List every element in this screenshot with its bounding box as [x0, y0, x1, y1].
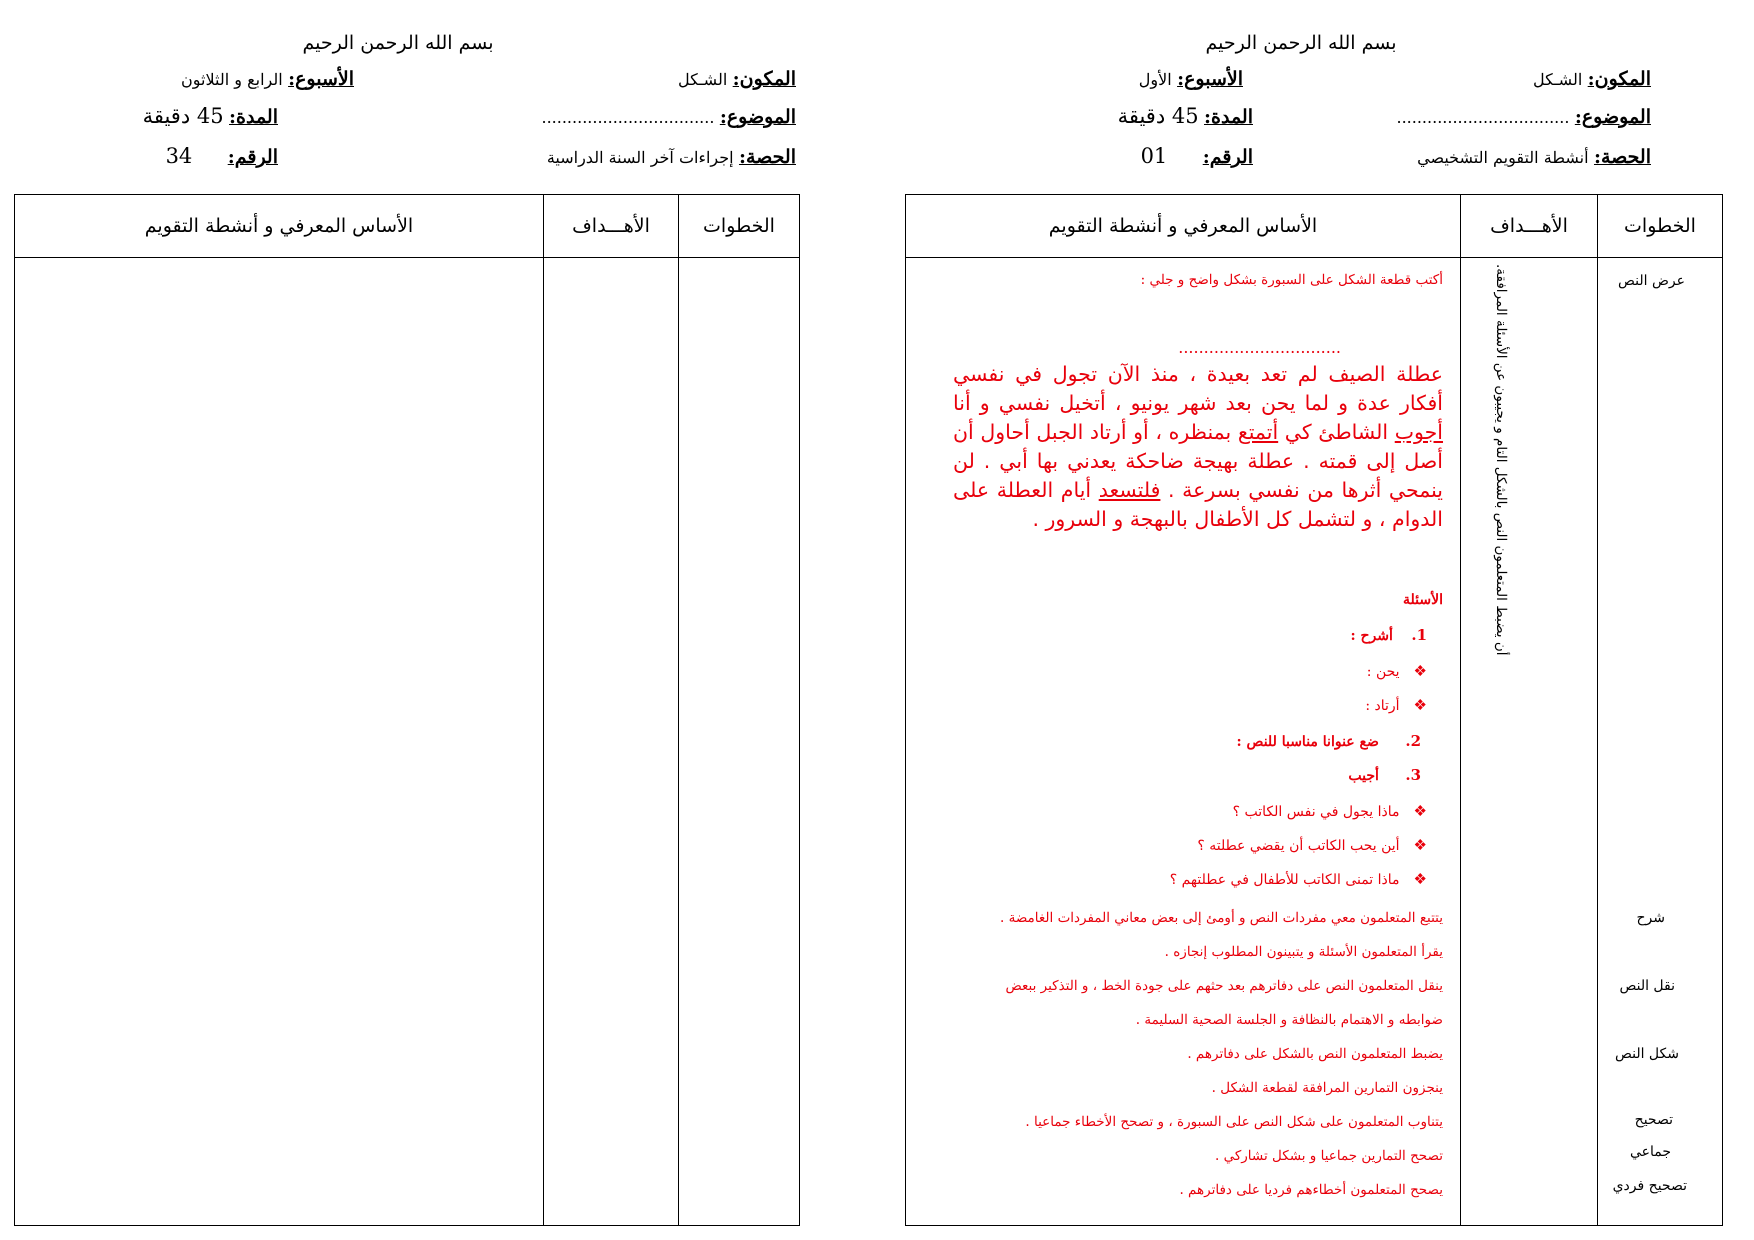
duration-value: 45 دقيقة — [142, 104, 224, 128]
left-lesson-sheet — [14, 0, 802, 1240]
step-individual-correction: تصحيح فردي — [1612, 1178, 1687, 1194]
questions-title: الأسئلة — [1403, 592, 1443, 608]
steps-column — [1598, 258, 1723, 1226]
bullet-icon: ❖ — [1413, 870, 1427, 888]
question-2-number: 2. — [1405, 732, 1421, 750]
bullet-icon: ❖ — [1413, 696, 1427, 714]
topic-value: .................................. — [1396, 108, 1570, 127]
question-2 — [1237, 732, 1421, 750]
week-value: الرابع و الثلاثون — [181, 70, 283, 89]
passage-part: عطلة الصيف لم تعد بعيدة ، منذ الآن تجول في نفسي أفكار عدة و لما يحن بعد شهر يونيو ، أتخيل نفسي و أنا — [953, 362, 1443, 415]
number-label: الرقم: — [1202, 146, 1253, 168]
activity-line: ينقل المتعلمون النص على دفاترهم بعد حثهم على جودة الخط ، و التذكير ببعض — [1005, 978, 1443, 994]
question-1-item-text: أرتاد : — [1365, 698, 1400, 714]
step-group-correction: تصحيح — [1634, 1112, 1673, 1128]
session-field — [547, 146, 796, 168]
topic-value: .................................. — [541, 108, 715, 127]
steps-header: الخطوات — [679, 195, 800, 258]
week-field — [181, 68, 354, 90]
question-3-number: 3. — [1405, 766, 1421, 784]
content-column — [15, 258, 544, 1226]
question-1 — [1350, 626, 1427, 644]
activity-line: يتناوب المتعلمون على شكل النص على السبورة ، و تصحح الأخطاء جماعيا . — [1025, 1114, 1443, 1130]
session-value: إجراءات آخر السنة الدراسية — [546, 148, 734, 167]
component-field — [678, 68, 796, 90]
duration-label: المدة: — [1204, 106, 1253, 128]
question-3-item-text: أين يحب الكاتب أن يقضي عطلته ؟ — [1197, 838, 1400, 854]
topic-field — [1397, 106, 1652, 128]
activity-line: يضبط المتعلمون النص بالشكل على دفاترهم . — [1187, 1046, 1443, 1062]
component-label: المكون: — [732, 68, 796, 90]
passage-title-dots: ................................ — [1178, 338, 1341, 357]
question-1-number: 1. — [1411, 626, 1427, 644]
question-2-text: ضع عنوانا مناسبا للنص : — [1236, 734, 1379, 750]
session-value: أنشطة التقويم التشخيصي — [1417, 148, 1589, 167]
week-value: الأول — [1138, 70, 1172, 89]
step-present-text: عرض النص — [1618, 273, 1685, 289]
question-3-text: أجيب — [1348, 768, 1379, 784]
component-value: الشـكل — [678, 70, 728, 89]
question-3-item — [1170, 870, 1427, 888]
passage-underlined-word: أتمتع — [1237, 420, 1279, 444]
week-label: الأسبوع: — [1177, 68, 1243, 90]
topic-label: الموضوع: — [719, 106, 796, 128]
session-field — [1417, 146, 1651, 168]
vocalization-passage — [953, 360, 1443, 534]
question-3-item-text: ماذا يجول في نفس الكاتب ؟ — [1232, 804, 1400, 820]
question-1-item — [1365, 696, 1427, 714]
topic-label: الموضوع: — [1574, 106, 1651, 128]
step-copy-text: نقل النص — [1619, 978, 1675, 994]
steps-header: الخطوات — [1598, 195, 1723, 258]
activity-line: ضوابطه و الاهتمام بالنظافة و الجلسة الصحية السليمة . — [1135, 1012, 1443, 1028]
question-3-item-text: ماذا تمنى الكاتب للأطفال في عطلتهم ؟ — [1169, 872, 1400, 888]
question-3-item — [1197, 836, 1427, 854]
passage-part: أيام العطلة على الدوام ، و لتشمل كل الأطفال بالبهجة و السرور . — [953, 478, 1443, 531]
basmala: بسم الله الرحمن الرحيم — [302, 32, 494, 54]
lesson-table — [14, 194, 800, 1226]
goals-column — [1461, 258, 1598, 1226]
question-1-item — [1367, 662, 1427, 680]
step-explain: شرح — [1636, 910, 1665, 926]
activity-line: يتتبع المتعلمون معي مفردات النص و أومئ إلى بعض معاني المفردات الغامضة . — [1000, 910, 1443, 926]
number-field — [1141, 144, 1253, 168]
goals-header: الأهـــداف — [544, 195, 679, 258]
goals-column — [544, 258, 679, 1226]
basmala: بسم الله الرحمن الرحيم — [1205, 32, 1397, 54]
session-label: الحصة: — [1593, 146, 1651, 168]
content-header: الأساس المعرفي و أنشطة التقويم — [15, 195, 544, 258]
question-1-item-text: يحن : — [1366, 664, 1400, 680]
week-field — [1139, 68, 1243, 90]
duration-field — [143, 104, 278, 128]
activity-line: يصحح المتعلمون أخطاءهم فرديا على دفاترهم . — [1179, 1182, 1443, 1198]
bullet-icon: ❖ — [1413, 836, 1427, 854]
step-vocalize-text: شكل النص — [1614, 1046, 1679, 1062]
goal-text: أن يضبط المتعلمون النص بالشكل التام و يجيبون عن الأسئلة المرافقة. — [1493, 264, 1509, 656]
question-3-item — [1233, 802, 1427, 820]
steps-column — [679, 258, 800, 1226]
step-group-label: جماعي — [1629, 1144, 1671, 1160]
goals-header: الأهـــداف — [1461, 195, 1598, 258]
passage-part: بمنظره ، أو أرتاد الجبل أحاول أن أصل إلى قمته . عطلة بهيجة ضاحكة يعدني بها أبي . لن ينمحي أثرها من نفسي بسرعة . — [953, 420, 1443, 502]
number-value: 01 — [1140, 144, 1168, 168]
number-value: 34 — [165, 144, 193, 168]
board-instruction: أكتب قطعة الشكل على السبورة بشكل واضح و جلي : — [1140, 272, 1443, 288]
question-1-text: أشرح : — [1350, 628, 1393, 644]
activity-line: تصحح التمارين جماعيا و بشكل تشاركي . — [1215, 1148, 1443, 1164]
duration-label: المدة: — [229, 106, 278, 128]
passage-underlined-word: أجوب — [1394, 420, 1443, 444]
topic-field — [542, 106, 797, 128]
week-label: الأسبوع: — [288, 68, 354, 90]
content-header: الأساس المعرفي و أنشطة التقويم — [906, 195, 1461, 258]
passage-underlined-word: فلتسعد — [1098, 478, 1161, 502]
duration-value: 45 دقيقة — [1117, 104, 1199, 128]
session-label: الحصة: — [738, 146, 796, 168]
activity-line: يقرأ المتعلمون الأسئلة و يتبينون المطلوب إنجازه . — [1164, 944, 1443, 960]
question-3 — [1348, 766, 1421, 784]
bullet-icon: ❖ — [1413, 662, 1427, 680]
component-value: الشـكل — [1533, 70, 1583, 89]
bullet-icon: ❖ — [1413, 802, 1427, 820]
passage-part: الشاطئ كي — [1278, 420, 1395, 444]
component-label: المكون: — [1587, 68, 1651, 90]
number-field — [166, 144, 278, 168]
duration-field — [1118, 104, 1253, 128]
right-lesson-sheet — [903, 0, 1723, 1240]
component-field — [1533, 68, 1651, 90]
number-label: الرقم: — [227, 146, 278, 168]
activity-line: ينجزون التمارين المرافقة لقطعة الشكل . — [1211, 1080, 1443, 1096]
